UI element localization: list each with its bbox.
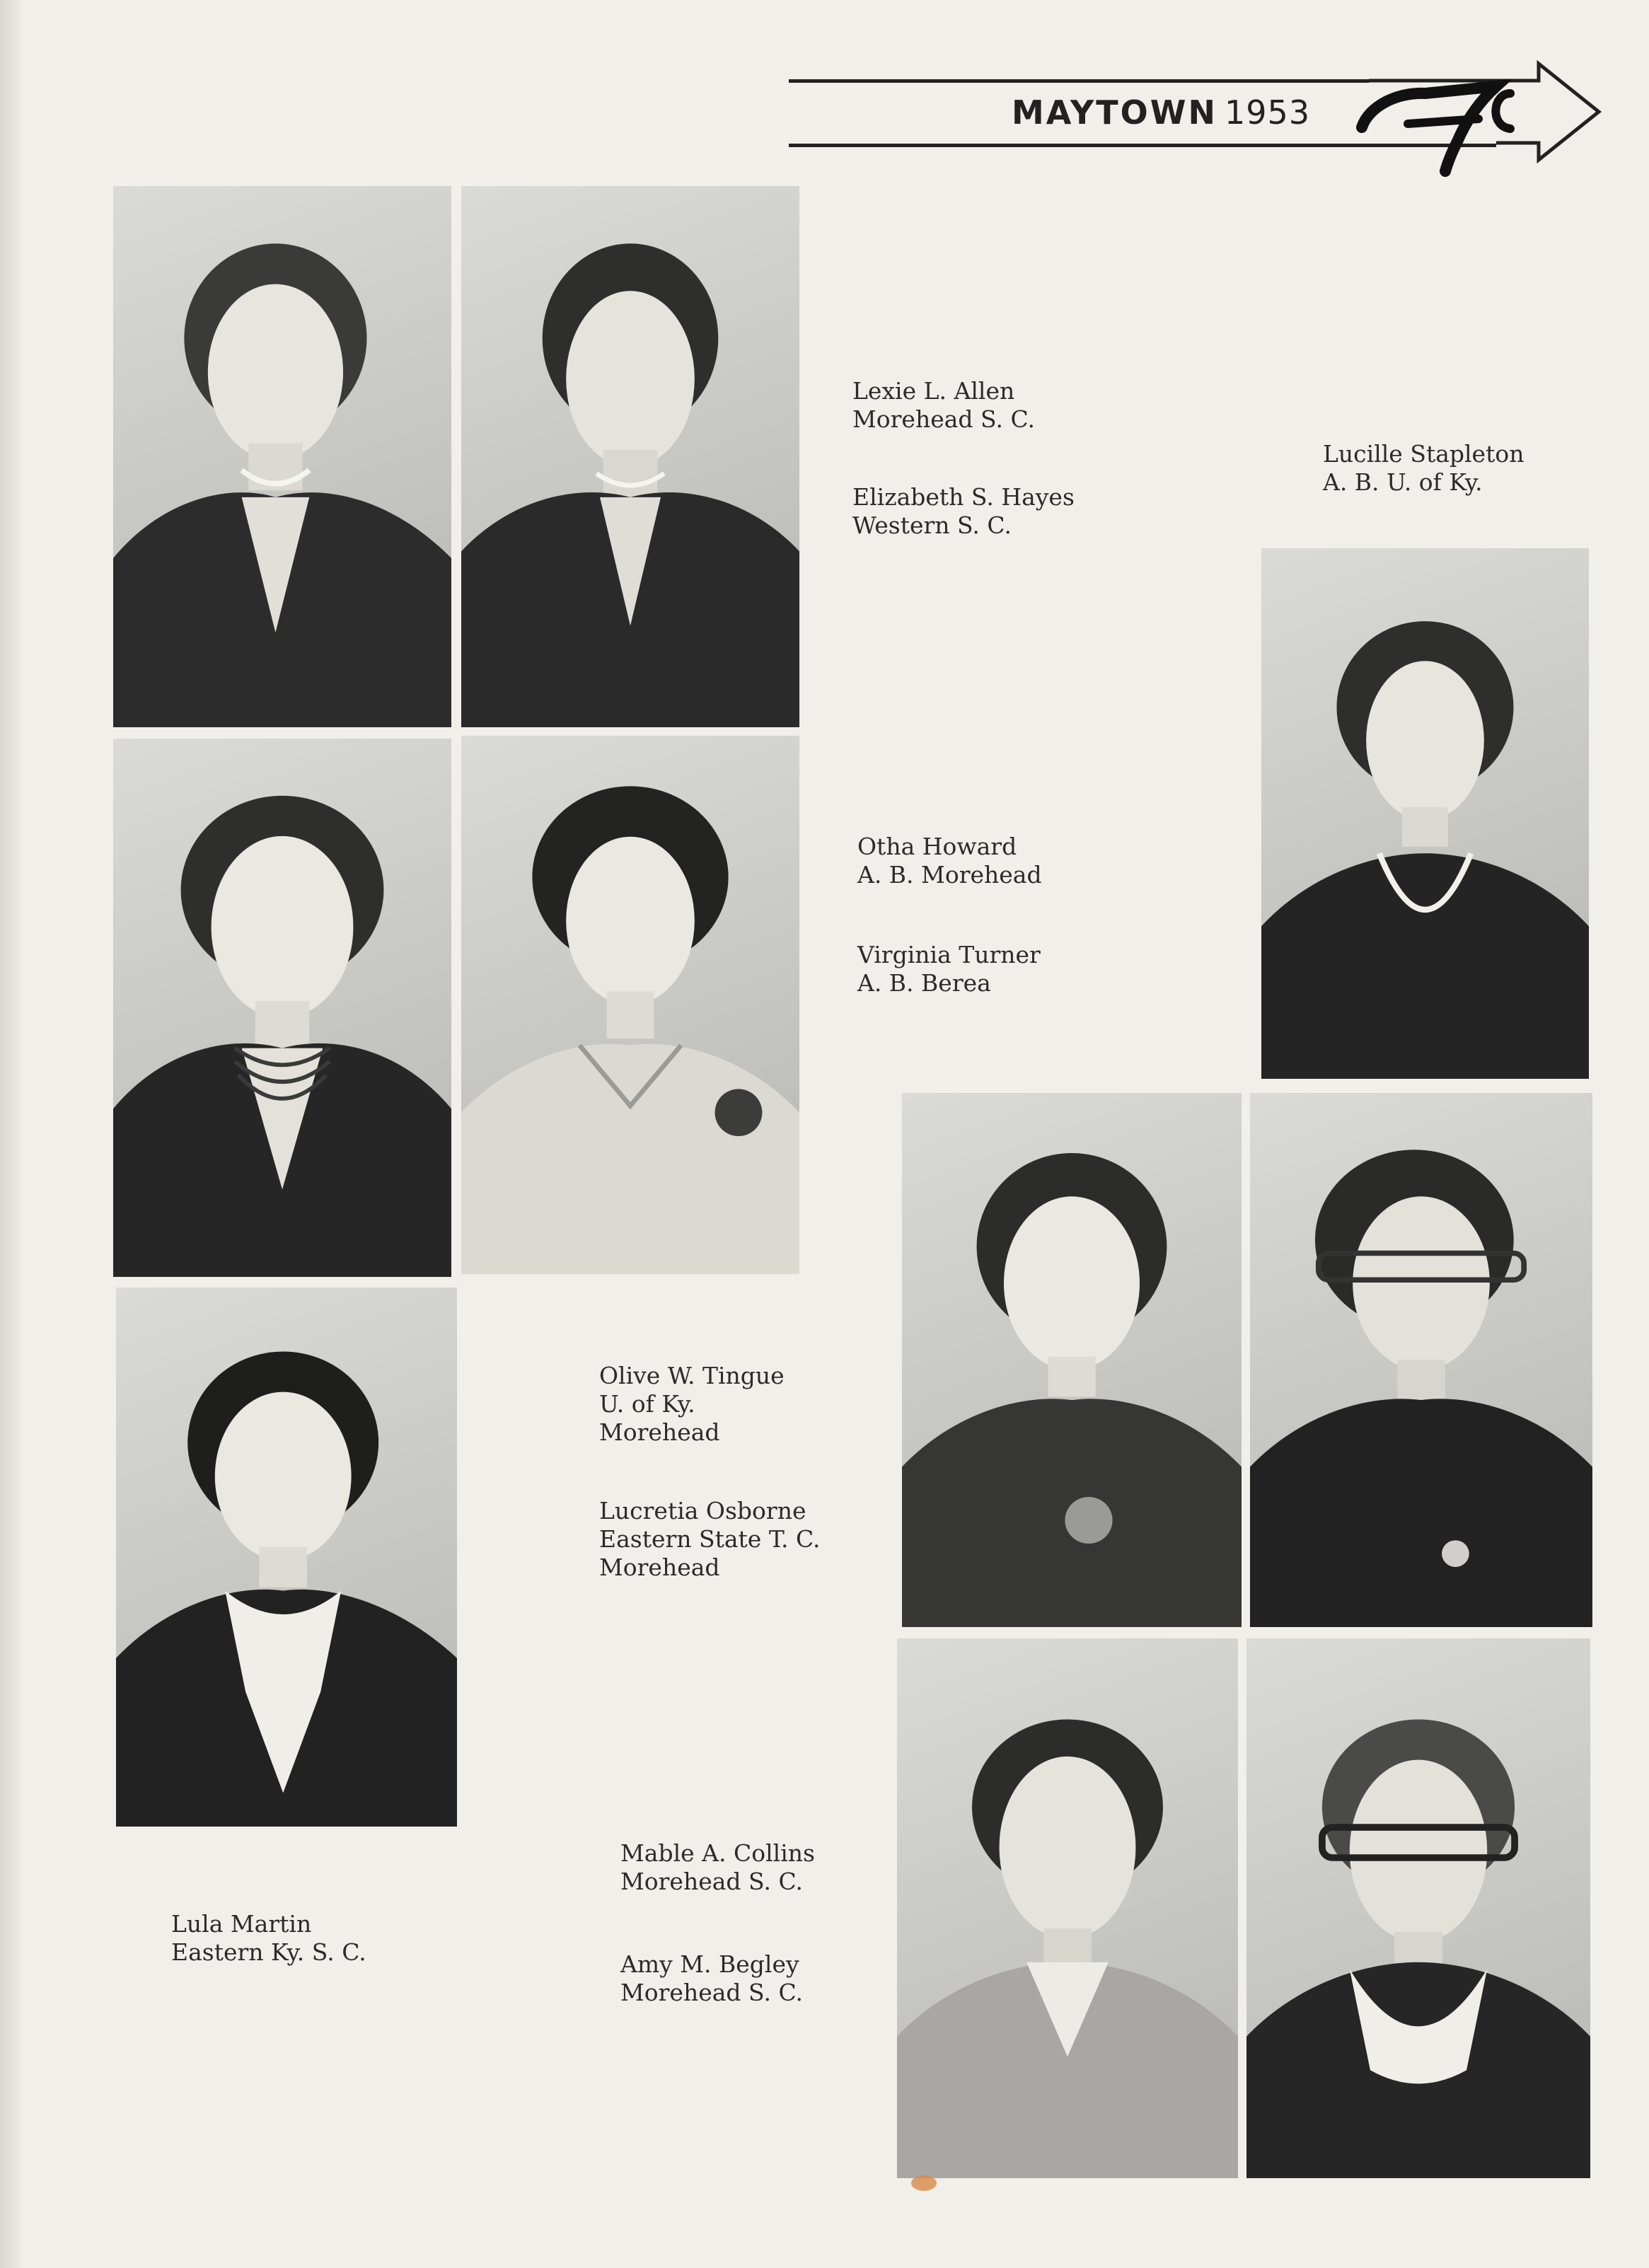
caption-name: Lula Martin <box>171 1910 312 1938</box>
logo-7c-arrow-icon <box>789 50 1602 177</box>
portrait-silhouette-icon <box>113 739 451 1277</box>
caption-name: Amy M. Begley <box>620 1950 799 1978</box>
caption-school: Western S. C. <box>852 511 1012 539</box>
caption-school: U. of Ky. <box>599 1390 695 1418</box>
portrait-silhouette-icon <box>1261 548 1589 1079</box>
caption-school: Morehead S. C. <box>852 405 1036 433</box>
caption-school: A. B. Morehead <box>857 861 1042 889</box>
page-spine-shadow <box>0 0 21 2268</box>
caption-olive-tingue <box>599 1362 785 1447</box>
caption-lexie-allen <box>852 377 1035 434</box>
caption-school: Morehead <box>599 1418 720 1446</box>
caption-school: Morehead S. C. <box>620 1868 804 1895</box>
caption-lucretia-osborne <box>599 1497 821 1582</box>
portrait-photo <box>902 1093 1242 1627</box>
portrait-silhouette-icon <box>113 186 451 727</box>
caption-elizabeth-hayes <box>852 483 1075 540</box>
paper-stain <box>911 2175 937 2191</box>
caption-name: Otha Howard <box>857 833 1017 860</box>
caption-name: Elizabeth S. Hayes <box>852 483 1075 511</box>
portrait-photo <box>116 1288 457 1827</box>
caption-mable-collins <box>620 1839 815 1896</box>
caption-lula-martin <box>171 1910 366 1967</box>
portrait-photo <box>1261 548 1589 1079</box>
caption-name: Virginia Turner <box>857 941 1041 968</box>
caption-school: A. B. U. of Ky. <box>1323 468 1483 496</box>
caption-otha-howard <box>857 833 1042 889</box>
portrait-silhouette-icon <box>116 1288 457 1827</box>
portrait-silhouette-icon <box>897 1638 1238 2178</box>
portrait-photo <box>113 186 451 727</box>
caption-school: Morehead <box>599 1554 720 1581</box>
caption-amy-begley <box>620 1950 803 2007</box>
portrait-photo <box>1246 1638 1590 2178</box>
portrait-silhouette-icon <box>461 186 799 727</box>
portrait-silhouette-icon <box>461 736 799 1274</box>
caption-lucille-stapleton <box>1323 440 1524 497</box>
caption-name: Olive W. Tingue <box>599 1362 785 1389</box>
portrait-photo <box>461 736 799 1274</box>
portrait-silhouette-icon <box>902 1093 1242 1627</box>
portrait-photo <box>461 186 799 727</box>
header-title-text: MAYTOWN <box>1012 93 1218 132</box>
yearbook-header-banner <box>789 50 1602 177</box>
header-year: 1953 <box>1225 93 1311 132</box>
caption-name: Lucille Stapleton <box>1323 440 1524 468</box>
portrait-photo <box>1250 1093 1592 1627</box>
portrait-photo <box>113 739 451 1277</box>
caption-school: Morehead S. C. <box>620 1979 804 2006</box>
caption-virginia-turner <box>857 941 1041 997</box>
portrait-photo <box>897 1638 1238 2178</box>
caption-name: Mable A. Collins <box>620 1839 815 1867</box>
portrait-silhouette-icon <box>1246 1638 1590 2178</box>
caption-name: Lucretia Osborne <box>599 1497 806 1524</box>
caption-school: Eastern State T. C. <box>599 1525 821 1553</box>
caption-school: A. B. Berea <box>857 969 991 997</box>
caption-school: Eastern Ky. S. C. <box>171 1938 366 1966</box>
portrait-silhouette-icon <box>1250 1093 1592 1627</box>
caption-name: Lexie L. Allen <box>852 377 1015 405</box>
